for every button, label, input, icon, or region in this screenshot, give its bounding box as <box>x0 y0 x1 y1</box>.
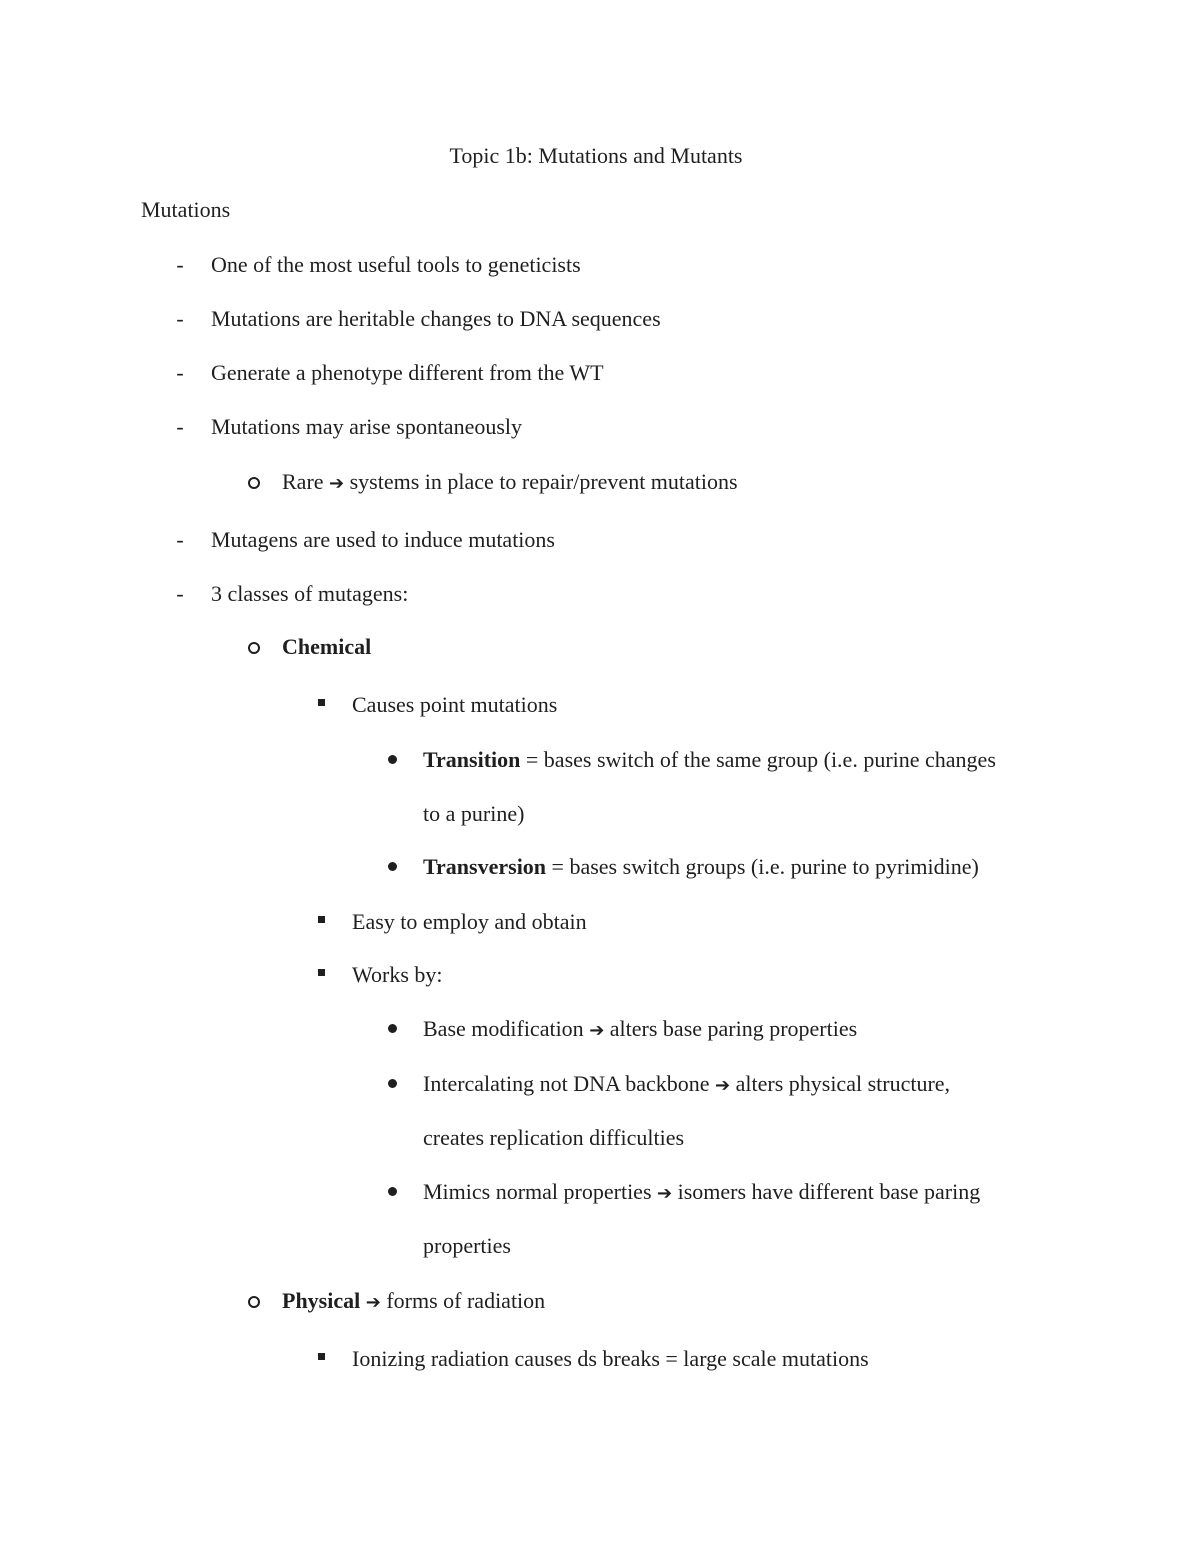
list-item-text: Mimics normal properties <box>423 1179 652 1204</box>
list-item-text: alters physical structure, <box>735 1071 951 1096</box>
list-item: Works by: <box>352 962 443 987</box>
arrow-icon: ➔ <box>589 1020 605 1041</box>
list-item: Easy to employ and obtain <box>352 909 587 934</box>
dot-bullet-icon <box>388 1024 397 1033</box>
list-item: Mutagens are used to induce mutations <box>211 527 555 552</box>
list-item-text: alters base paring properties <box>609 1016 858 1041</box>
square-bullet-icon <box>318 699 325 706</box>
dash-marker: - <box>176 252 184 277</box>
section-heading: Mutations <box>141 197 231 222</box>
dash-marker: - <box>176 360 184 385</box>
list-item-text: isomers have different base paring <box>677 1179 981 1204</box>
circle-bullet-icon <box>248 1296 260 1308</box>
list-item <box>423 1179 980 1207</box>
dash-marker: - <box>176 527 184 552</box>
list-item: Mutations may arise spontaneously <box>211 414 523 439</box>
list-item: Ionizing radiation causes ds breaks = large scale mutations <box>352 1346 869 1371</box>
list-item-term: Physical <box>282 1288 361 1313</box>
list-item: 3 classes of mutagens: <box>211 581 409 606</box>
arrow-icon: ➔ <box>365 1292 381 1313</box>
list-item-text: systems in place to repair/prevent mutations <box>349 469 738 494</box>
page-title: Topic 1b: Mutations and Mutants <box>449 143 743 168</box>
dot-bullet-icon <box>388 1079 397 1088</box>
list-item-text: = bases switch groups (i.e. purine to pyrimidine) <box>546 854 979 879</box>
list-item <box>423 1016 857 1044</box>
dot-bullet-icon <box>388 755 397 764</box>
list-item <box>423 854 979 880</box>
list-item: Mutations are heritable changes to DNA sequences <box>211 306 661 331</box>
list-item-text: Rare <box>282 469 324 494</box>
square-bullet-icon <box>318 916 325 923</box>
list-item-text: Base modification <box>423 1016 584 1041</box>
circle-bullet-icon <box>248 642 260 654</box>
dash-marker: - <box>176 414 184 439</box>
list-item-text: = bases switch of the same group (i.e. purine changes <box>520 747 996 772</box>
arrow-icon: ➔ <box>329 473 345 494</box>
list-item <box>282 634 371 660</box>
arrow-icon: ➔ <box>657 1183 673 1204</box>
dash-marker: - <box>176 581 184 606</box>
list-item-term: Transversion <box>423 854 547 879</box>
list-item <box>423 1071 950 1099</box>
list-item-continuation: to a purine) <box>423 801 525 826</box>
arrow-icon: ➔ <box>715 1075 731 1096</box>
list-item-continuation: properties <box>423 1233 511 1258</box>
list-item <box>423 747 996 773</box>
list-item-term: Transition <box>423 747 521 772</box>
list-item: One of the most useful tools to geneticists <box>211 252 581 277</box>
square-bullet-icon <box>318 1353 325 1360</box>
list-item-text: Intercalating not DNA backbone <box>423 1071 710 1096</box>
dash-marker: - <box>176 306 184 331</box>
list-item-continuation: creates replication difficulties <box>423 1125 685 1150</box>
square-bullet-icon <box>318 969 325 976</box>
list-item <box>282 469 738 497</box>
list-item-text: forms of radiation <box>386 1288 546 1313</box>
dot-bullet-icon <box>388 862 397 871</box>
list-item <box>282 1288 545 1316</box>
circle-bullet-icon <box>248 477 260 489</box>
list-item: Causes point mutations <box>352 692 558 717</box>
list-item-term: Chemical <box>282 634 372 659</box>
dot-bullet-icon <box>388 1187 397 1196</box>
list-item: Generate a phenotype different from the WT <box>211 360 604 385</box>
